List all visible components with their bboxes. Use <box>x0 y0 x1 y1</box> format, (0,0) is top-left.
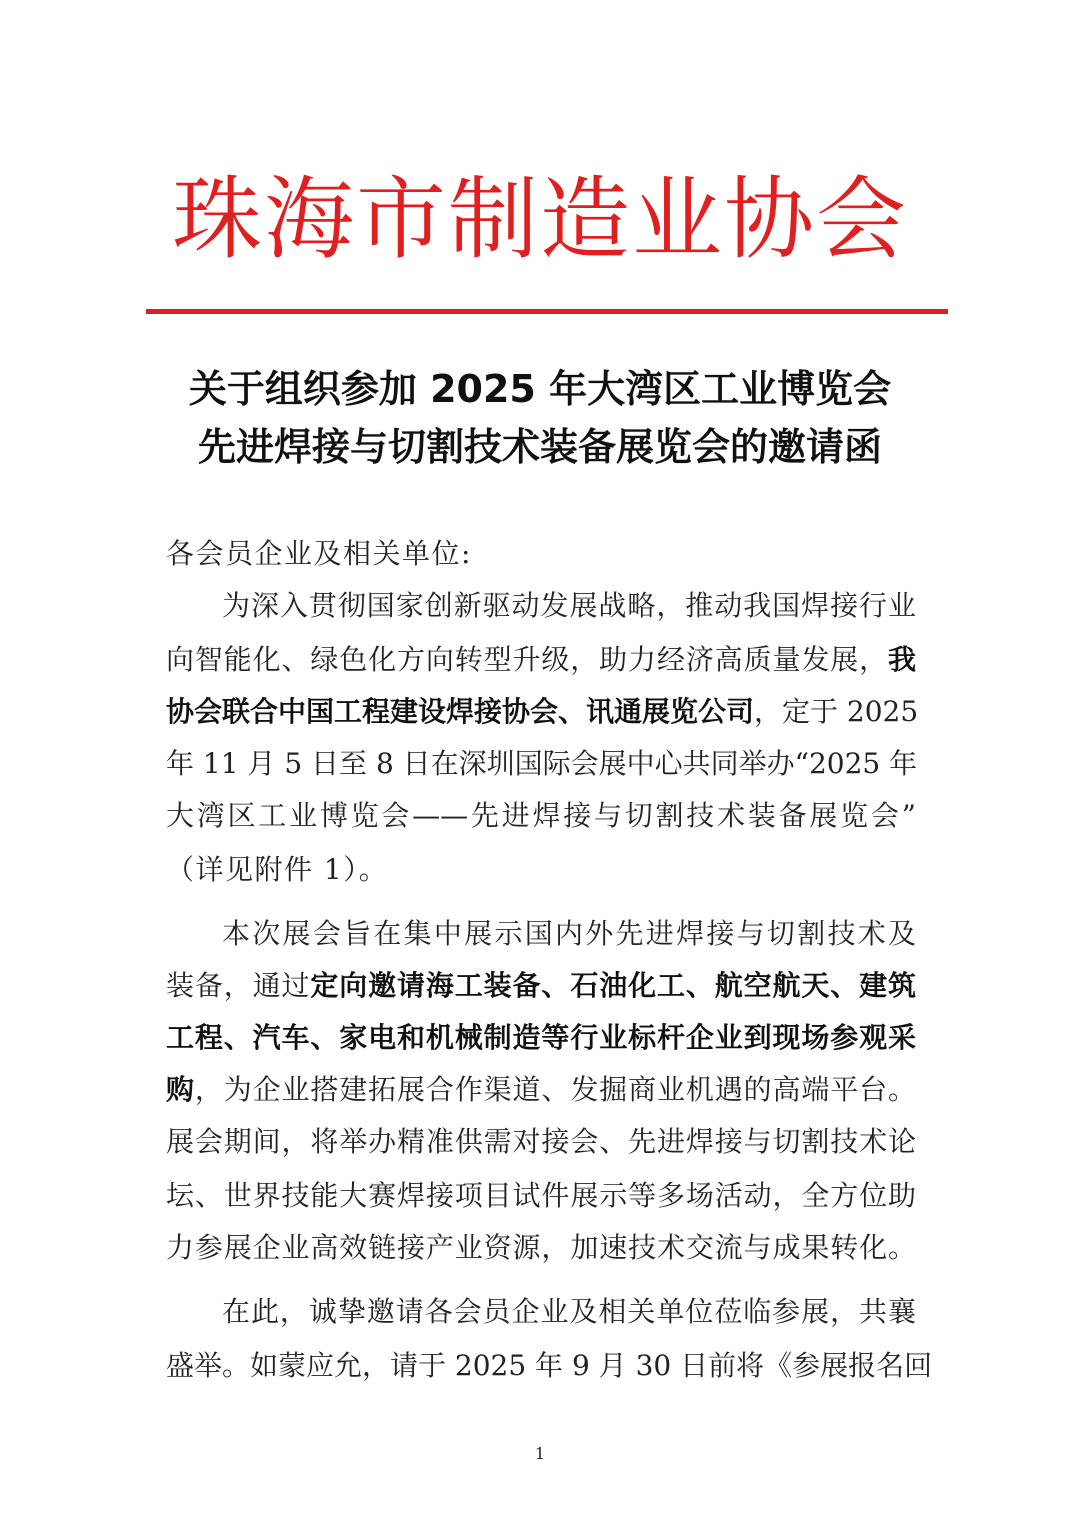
letterhead-org-name: 珠海市制造业协会 <box>172 167 908 272</box>
document-title-line-2: 先进焊接与切割技术装备展览会的邀请函 <box>197 425 882 469</box>
page-number: 1 <box>534 1444 546 1463</box>
paragraph-2-line-7: 力参展企业高效链接产业资源，加速技术交流与成果转化。 <box>166 1231 916 1264</box>
paragraph-1-line-6: （详见附件 1）。 <box>166 853 389 886</box>
document-title-line-1: 关于组织参加 2025 年大湾区工业博览会 <box>188 367 892 411</box>
paragraph-2-line-3: 工程、汽车、家电和机械制造等行业标杆企业到现场参观采 <box>166 1021 916 1054</box>
letterhead-red-rule <box>146 309 948 314</box>
paragraph-2-line-1: 本次展会旨在集中展示国内外先进焊接与切割技术及 <box>222 917 916 950</box>
paragraph-2-line-6: 坛、世界技能大赛焊接项目试件展示等多场活动，全方位助 <box>166 1179 916 1212</box>
paragraph-1-line-3: 协会联合中国工程建设焊接协会、讯通展览公司，定于 2025 <box>166 695 919 728</box>
salutation: 各会员企业及相关单位: <box>166 537 472 570</box>
paragraph-3-line-2: 盛举。如蒙应允，请于 2025 年 9 月 30 日前将《参展报名回 <box>166 1349 933 1382</box>
paragraph-1-line-2: 向智能化、绿色化方向转型升级，助力经济高质量发展，我 <box>166 643 916 676</box>
paragraph-2-line-2: 装备，通过定向邀请海工装备、石油化工、航空航天、建筑 <box>166 969 916 1002</box>
paragraph-1-line-4: 年 11 月 5 日至 8 日在深圳国际会展中心共同举办“2025 年 <box>166 747 918 780</box>
paragraph-2-line-5: 展会期间，将举办精准供需对接会、先进焊接与切割技术论 <box>166 1125 916 1158</box>
paragraph-1-line-5: 大湾区工业博览会——先进焊接与切割技术装备展览会” <box>166 799 916 832</box>
paragraph-1-line-1: 为深入贯彻国家创新驱动发展战略，推动我国焊接行业 <box>222 589 916 622</box>
paragraph-2-line-4: 购，为企业搭建拓展合作渠道、发掘商业机遇的高端平台。 <box>166 1073 916 1106</box>
paragraph-3-line-1: 在此，诚挚邀请各会员企业及相关单位莅临参展，共襄 <box>222 1295 916 1328</box>
